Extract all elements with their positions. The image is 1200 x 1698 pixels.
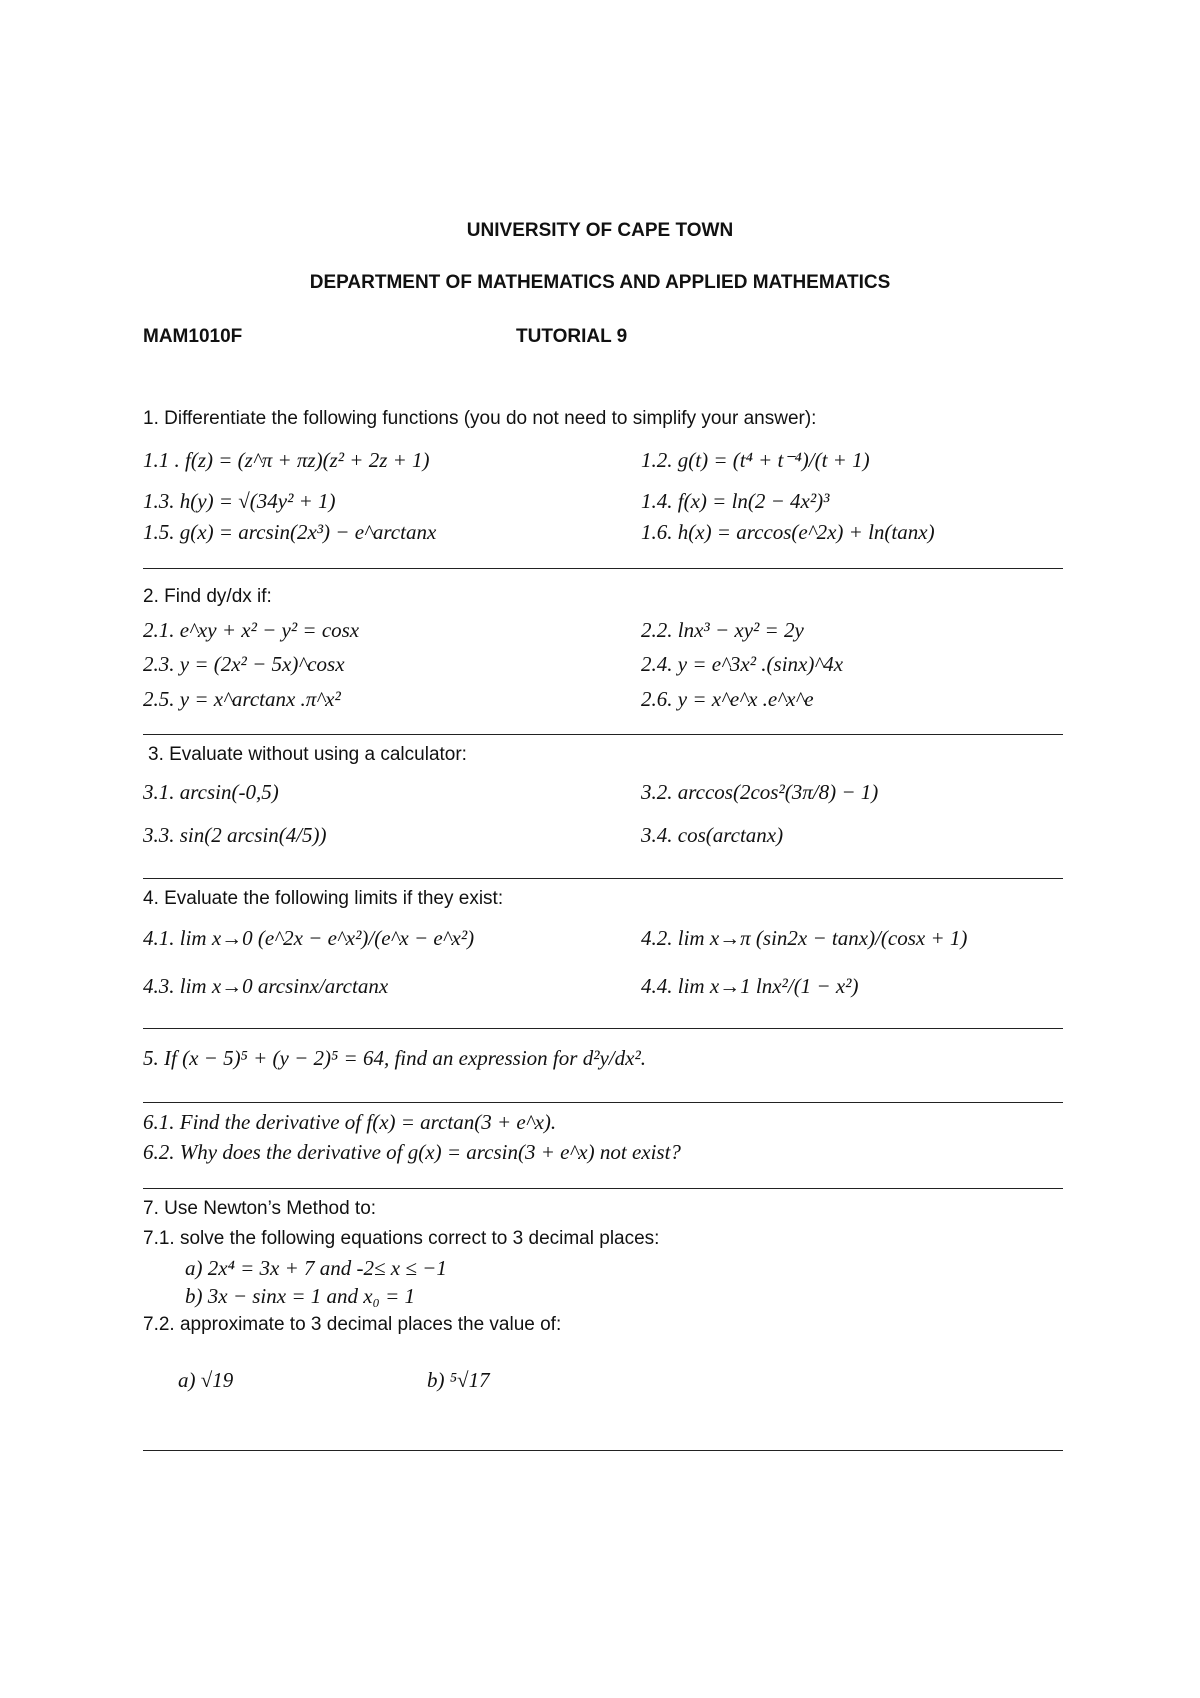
- q1-item-3: 1.3. h(y) = √(34y² + 1): [143, 489, 336, 513]
- q2-item-6: 2.6. y = x^e^x .e^x^e: [641, 687, 814, 711]
- q7-sub-1: 7.1. solve the following equations correct to 3 decimal places:: [143, 1228, 660, 1249]
- q2-item-5: 2.5. y = x^arctanx .π^x²: [143, 687, 341, 711]
- q1-item-1: 1.1 . f(z) = (z^π + πz)(z² + 2z + 1): [143, 448, 430, 472]
- q3-item-2: 3.2. arccos(2cos²(3π/8) − 1): [641, 780, 879, 804]
- department-title: DEPARTMENT OF MATHEMATICS AND APPLIED MATHEMATICS: [309, 272, 891, 293]
- q6-line-1: 6.1. Find the derivative of f(x) = arctan(3 + e^x).: [143, 1110, 557, 1134]
- q2-title: 2. Find dy/dx if:: [143, 586, 272, 607]
- divider-2: [143, 734, 1063, 735]
- q7-sub-1a: a) 2x⁴ = 3x + 7 and -2≤ x ≤ −1: [185, 1256, 447, 1280]
- q4-item-3: 4.3. lim x→0 arcsinx/arctanx: [143, 974, 389, 998]
- divider-6: [143, 1188, 1063, 1189]
- q2-item-3: 2.3. y = (2x² − 5x)^cosx: [143, 652, 345, 676]
- q1-title: 1. Differentiate the following functions (you do not need to simplify your answer):: [143, 408, 817, 429]
- q7-title: 7. Use Newton’s Method to:: [143, 1198, 377, 1219]
- q2-item-2: 2.2. lnx³ − xy² = 2y: [641, 618, 804, 642]
- q2-item-1: 2.1. e^xy + x² − y² = cosx: [143, 618, 360, 642]
- q3-title: 3. Evaluate without using a calculator:: [148, 744, 467, 765]
- divider-7: [143, 1450, 1063, 1451]
- university-title: UNIVERSITY OF CAPE TOWN: [466, 220, 734, 241]
- q7-sub-2b: b) ⁵√17: [427, 1368, 490, 1392]
- divider-4: [143, 1028, 1063, 1029]
- q3-item-1: 3.1. arcsin(-0,5): [143, 780, 279, 804]
- q7-sub-2: 7.2. approximate to 3 decimal places the value of:: [143, 1314, 562, 1335]
- q3-item-4: 3.4. cos(arctanx): [641, 823, 784, 847]
- divider-1: [143, 568, 1063, 569]
- course-code: MAM1010F: [143, 326, 243, 347]
- q1-item-5: 1.5. g(x) = arcsin(2x³) − e^arctanx: [143, 520, 437, 544]
- q3-item-3: 3.3. sin(2 arcsin(4/5)): [143, 823, 327, 847]
- q4-item-4: 4.4. lim x→1 lnx²/(1 − x²): [641, 974, 859, 998]
- tutorial-number: TUTORIAL 9: [516, 326, 628, 347]
- q5-text: 5. If (x − 5)⁵ + (y − 2)⁵ = 64, find an expression for d²y/dx².: [143, 1046, 647, 1070]
- q4-title: 4. Evaluate the following limits if they exist:: [143, 888, 504, 909]
- q1-item-2: 1.2. g(t) = (t⁴ + t⁻⁴)/(t + 1): [641, 448, 870, 472]
- q4-item-1: 4.1. lim x→0 (e^2x − e^x²)/(e^x − e^x²): [143, 926, 475, 950]
- q1-item-6: 1.6. h(x) = arccos(e^2x) + ln(tanx): [641, 520, 935, 544]
- q7-sub-2a: a) √19: [178, 1368, 234, 1392]
- q1-item-4: 1.4. f(x) = ln(2 − 4x²)³: [641, 489, 830, 513]
- q4-item-2: 4.2. lim x→π (sin2x − tanx)/(cosx + 1): [641, 926, 968, 950]
- q7-sub-1b: b) 3x − sinx = 1 and x₀ = 1: [185, 1284, 416, 1308]
- divider-3: [143, 878, 1063, 879]
- q2-item-4: 2.4. y = e^3x² .(sinx)^4x: [641, 652, 844, 676]
- divider-5: [143, 1102, 1063, 1103]
- q6-line-2: 6.2. Why does the derivative of g(x) = arcsin(3 + e^x) not exist?: [143, 1140, 681, 1164]
